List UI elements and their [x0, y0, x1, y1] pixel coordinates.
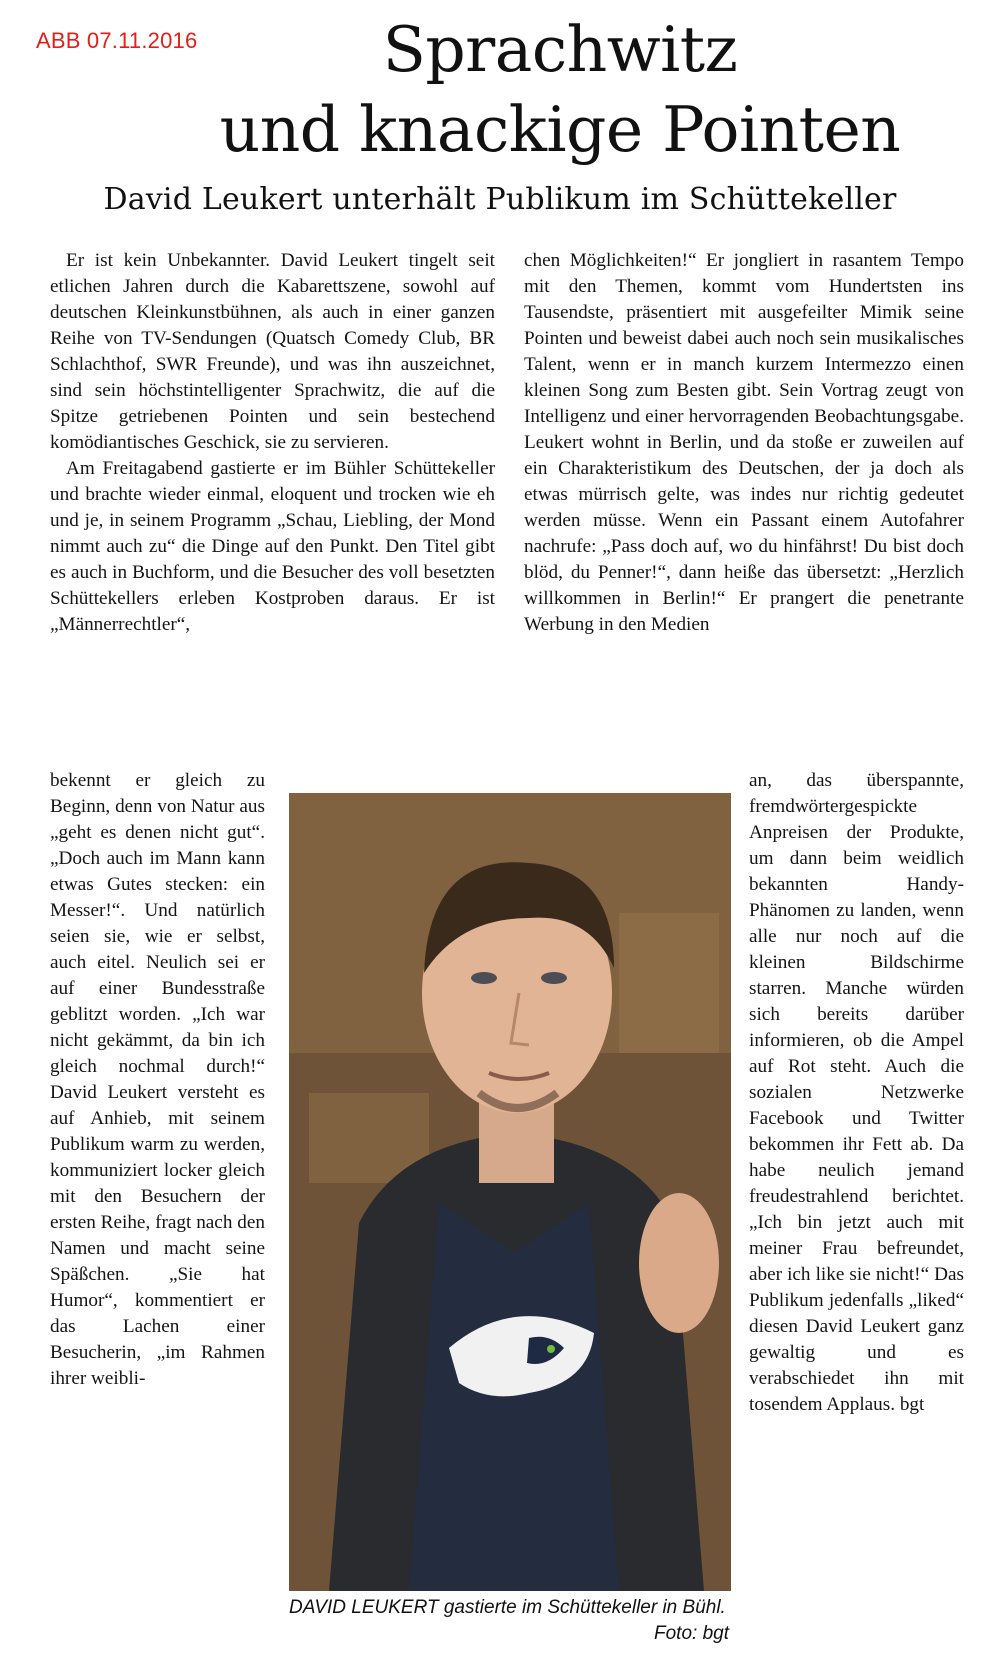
article-column-2-narrow	[749, 768, 964, 1418]
article-column-1	[50, 248, 495, 638]
archive-date-stamp: ABB 07.11.2016	[36, 28, 198, 53]
caption-text: DAVID LEUKERT gastierte im Schüttekeller in Bühl.	[289, 1597, 726, 1618]
article-photo	[289, 793, 731, 1591]
paragraph: bekennt er gleich zu Beginn, denn von Natur aus „geht es denen nicht gut“. „Doch auch im Mann kann etwas Gutes stecken: ein Messer!“. Und natürlich seien sie, wie er selbst, auch eitel. Neulich sei er auf einer Bundesstraße geblitzt worden. „Ich war nicht gekämmt, da bin ich gleich nochmal durch!“ David Leukert versteht es auf Anhieb, mit seinem Publikum warm zu werden, kommuniziert locker gleich mit den Besuchern der ersten Reihe, fragt nach den Namen und macht seine Späßchen. „Sie hat Humor“, kommentiert er das Lachen einer Besucherin, „im Rahmen ihrer weibli-	[50, 770, 265, 1389]
article-column-2	[524, 248, 964, 638]
subtitle: David Leukert unterhält Publikum im Schüttekeller	[103, 182, 897, 217]
headline-line-2: und knackige Pointen	[219, 93, 901, 166]
photo-caption	[289, 1595, 731, 1644]
headline-line-1: Sprachwitz	[382, 13, 738, 86]
paragraph: Er ist kein Unbekannter. David Leukert tingelt seit etlichen Jahren durch die Kabarettszene, sowohl auf deutschen Kleinkunstbühnen, als auch in einer ganzen Reihe von TV-Sendungen (Quatsch Comedy Club, BR Schlachthof, SWR Freunde), und was ihn auszeichnet, sind sein höchstintelligenter Sprachwitz, die auf die Spitze getriebenen Pointen und sein bestechend komödiantisches Geschick, sie zu servieren.	[50, 250, 495, 453]
paragraph: chen Möglichkeiten!“ Er jongliert in rasantem Tempo mit den Themen, kommt vom Hundertsten ins Tausendste, präsentiert mit ausgefeilter Mimik seine Pointen und beweist dabei auch noch sein musikalisches Talent, wenn er in manch kurzem Intermezzo einen kleinen Song zum Besten gibt. Sein Vortrag zeugt von Intelligenz und einer hervorragenden Beobachtungsgabe. Leukert wohnt in Berlin, und da stoße er zuweilen auf ein Charakteristikum des Deutschen, der ja doch als etwas mürrisch gelte, was indes nur richtig gedeutet werden müsse. Wenn ein Passant einem Autofahrer nachrufe: „Pass doch auf, wo du hinfährst! Du bist doch blöd, du Penner!“, dann heiße das übersetzt: „Herzlich willkommen in Berlin!“ Er prangert die penetrante Werbung in den Medien	[524, 250, 964, 635]
photo-credit: Foto: bgt	[654, 1623, 729, 1644]
paragraph: Am Freitagabend gastierte er im Bühler Schüttekeller und brachte wieder einmal, eloquent und trocken wie eh und je, in seinem Programm „Schau, Liebling, der Mond nimmt auch zu“ die Dinge auf den Punkt. Den Titel gibt es auch in Buchform, und die Besucher des voll besetzten Schüttekellers erleben Kostproben daraus. Er ist „Männerrechtler“,	[50, 458, 495, 635]
portrait-image	[289, 793, 731, 1591]
paragraph: an, das überspannte, fremdwörtergespickte Anpreisen der Produkte, um dann beim weidlich bekannten Handy-Phänomen zu landen, wenn alle nur noch auf die kleinen Bildschirme starren. Manche würden sich bereits darüber informieren, ob die Ampel auf Rot steht. Auch die sozialen Netzwerke Facebook und Twitter bekommen ihr Fett ab. Da habe neulich jemand freudestrahlend berichtet. „Ich bin jetzt auch mit meiner Frau befreundet, aber ich like sie nicht!“ Das Publikum jedenfalls „liked“ diesen David Leukert ganz gewaltig und es verabschiedet ihn mit tosendem Applaus. bgt	[749, 770, 964, 1415]
article-column-1-narrow	[50, 768, 265, 1392]
